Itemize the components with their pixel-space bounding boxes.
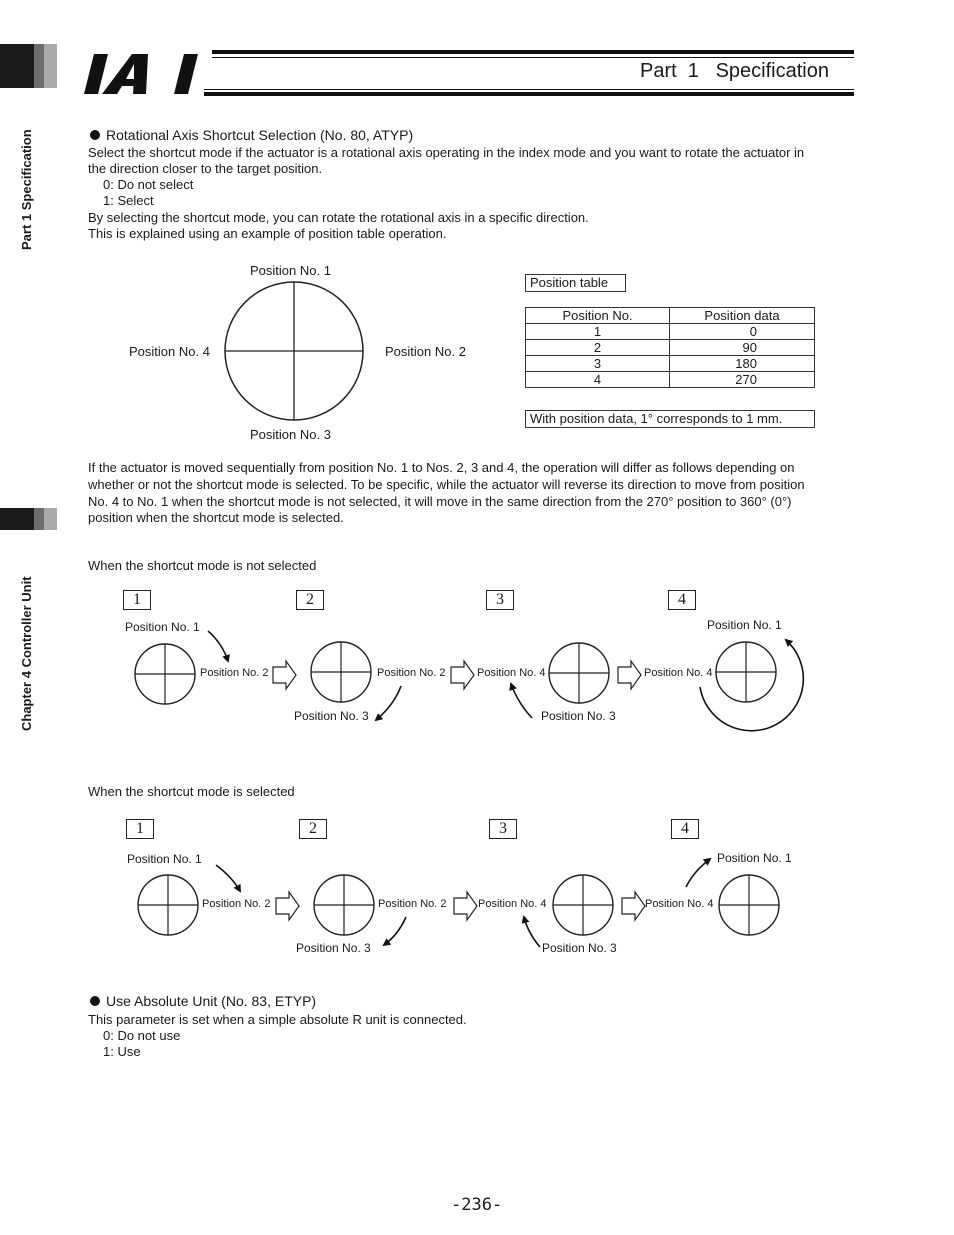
table-cell: 3 <box>526 356 670 372</box>
table-header: Position No. <box>526 308 670 324</box>
table-row <box>526 356 815 372</box>
side-tab-marker <box>0 508 57 530</box>
step1-arrow <box>216 865 240 891</box>
sel-s1-right: Position No. 2 <box>202 898 271 910</box>
nsel-s4-top: Position No. 1 <box>707 618 782 632</box>
table-cell: 0 <box>670 324 815 340</box>
section-line: the direction closer to the target position. <box>88 161 323 176</box>
step-box-2: 2 <box>299 819 327 839</box>
section-line: 1: Use <box>103 1044 141 1059</box>
table-row <box>526 340 815 356</box>
label-position-3: Position No. 3 <box>250 427 331 442</box>
position-table <box>525 307 815 388</box>
section-line: 0: Do not use <box>103 1028 181 1043</box>
section-title-shortcut: Rotational Axis Shortcut Selection (No. 80, ATYP) <box>90 127 413 143</box>
step-box-3: 3 <box>489 819 517 839</box>
page-title: Part 1 Specification <box>640 60 829 82</box>
table-row <box>526 324 815 340</box>
step4-big-arc <box>700 640 803 731</box>
nsel-s3-left: Position No. 4 <box>477 667 546 679</box>
bullet-icon <box>90 996 100 1006</box>
table-cell: 2 <box>526 340 670 356</box>
table-cell: 4 <box>526 372 670 388</box>
sequence-title-not-selected: When the shortcut mode is not selected <box>88 558 317 573</box>
block-arrow-icon <box>618 661 641 689</box>
section-title-absolute-unit: Use Absolute Unit (No. 83, ETYP) <box>90 993 316 1009</box>
step1-arrow <box>208 631 228 661</box>
position-table-title: Position table <box>525 274 626 292</box>
nsel-s3-bottom: Position No. 3 <box>541 709 616 723</box>
table-cell: 180 <box>670 356 815 372</box>
step3-arrow <box>524 917 540 947</box>
side-tab-chapter: Chapter 4 Controller Unit <box>19 576 34 731</box>
header-rule-bottom <box>204 92 854 96</box>
header-tab-block <box>0 44 57 88</box>
table-cell: 270 <box>670 372 815 388</box>
explanation-line: whether or not the shortcut mode is selected. To be specific, while the actuator will reverse its direction to move from position <box>88 477 805 492</box>
iai-logo <box>84 52 204 96</box>
section-line: 0: Do not select <box>103 177 194 192</box>
nsel-s1-top: Position No. 1 <box>125 620 200 634</box>
explanation-line: If the actuator is moved sequentially from position No. 1 to Nos. 2, 3 and 4, the operation will differ as follows depending on <box>88 460 795 475</box>
table-header: Position data <box>670 308 815 324</box>
sequence-title-selected: When the shortcut mode is selected <box>88 784 295 799</box>
sel-s3-bottom: Position No. 3 <box>542 941 617 955</box>
table-header-row <box>526 308 815 324</box>
label-position-4: Position No. 4 <box>129 344 210 359</box>
step-box-1: 1 <box>123 590 151 610</box>
page-number: -236- <box>451 1195 503 1215</box>
header-rule-thick <box>212 50 854 54</box>
nsel-s1-right: Position No. 2 <box>200 667 269 679</box>
step-box-1: 1 <box>126 819 154 839</box>
step3-arrow <box>511 684 532 718</box>
section-line: 1: Select <box>103 193 154 208</box>
block-arrow-icon <box>622 892 645 920</box>
table-cell: 1 <box>526 324 670 340</box>
section-line: By selecting the shortcut mode, you can rotate the rotational axis in a specific direction. <box>88 210 589 225</box>
step4-arrow <box>686 859 710 887</box>
section-line: Select the shortcut mode if the actuator is a rotational axis operating in the index mode and you want to rotate the actuator in <box>88 145 805 160</box>
sel-s4-top: Position No. 1 <box>717 851 792 865</box>
sequence-diagram-not-selected <box>100 615 820 745</box>
explanation-line: No. 4 to No. 1 when the shortcut mode is not selected, it will move in the same direction from the 270° position to 360° (0°) <box>88 494 792 509</box>
sel-s3-left: Position No. 4 <box>478 898 547 910</box>
step-box-4: 4 <box>671 819 699 839</box>
label-position-1: Position No. 1 <box>250 263 331 278</box>
block-arrow-icon <box>273 661 296 689</box>
step-box-3: 3 <box>486 590 514 610</box>
sel-s2-bottom: Position No. 3 <box>296 941 371 955</box>
table-row <box>526 372 815 388</box>
position-table-note: With position data, 1° corresponds to 1 mm. <box>525 410 815 428</box>
header-rule-thin <box>212 57 854 58</box>
label-position-2: Position No. 2 <box>385 344 466 359</box>
header-rule-bottom-thin <box>204 89 854 90</box>
block-arrow-icon <box>276 892 299 920</box>
nsel-s2-bottom: Position No. 3 <box>294 709 369 723</box>
block-arrow-icon <box>451 661 474 689</box>
bullet-icon <box>90 130 100 140</box>
side-tab-part: Part 1 Specification <box>19 129 34 250</box>
section-line: This parameter is set when a simple absolute R unit is connected. <box>88 1012 467 1027</box>
table-cell: 90 <box>670 340 815 356</box>
step-box-2: 2 <box>296 590 324 610</box>
nsel-s2-right: Position No. 2 <box>377 667 446 679</box>
explanation-line: position when the shortcut mode is selected. <box>88 510 344 525</box>
step2-arrow <box>384 917 406 945</box>
step-box-4: 4 <box>668 590 696 610</box>
sel-s2-right: Position No. 2 <box>378 898 447 910</box>
sel-s1-top: Position No. 1 <box>127 852 202 866</box>
step2-arrow <box>376 686 401 720</box>
block-arrow-icon <box>454 892 477 920</box>
nsel-s4-left: Position No. 4 <box>644 667 713 679</box>
sel-s4-left: Position No. 4 <box>645 898 714 910</box>
section-line: This is explained using an example of position table operation. <box>88 226 447 241</box>
